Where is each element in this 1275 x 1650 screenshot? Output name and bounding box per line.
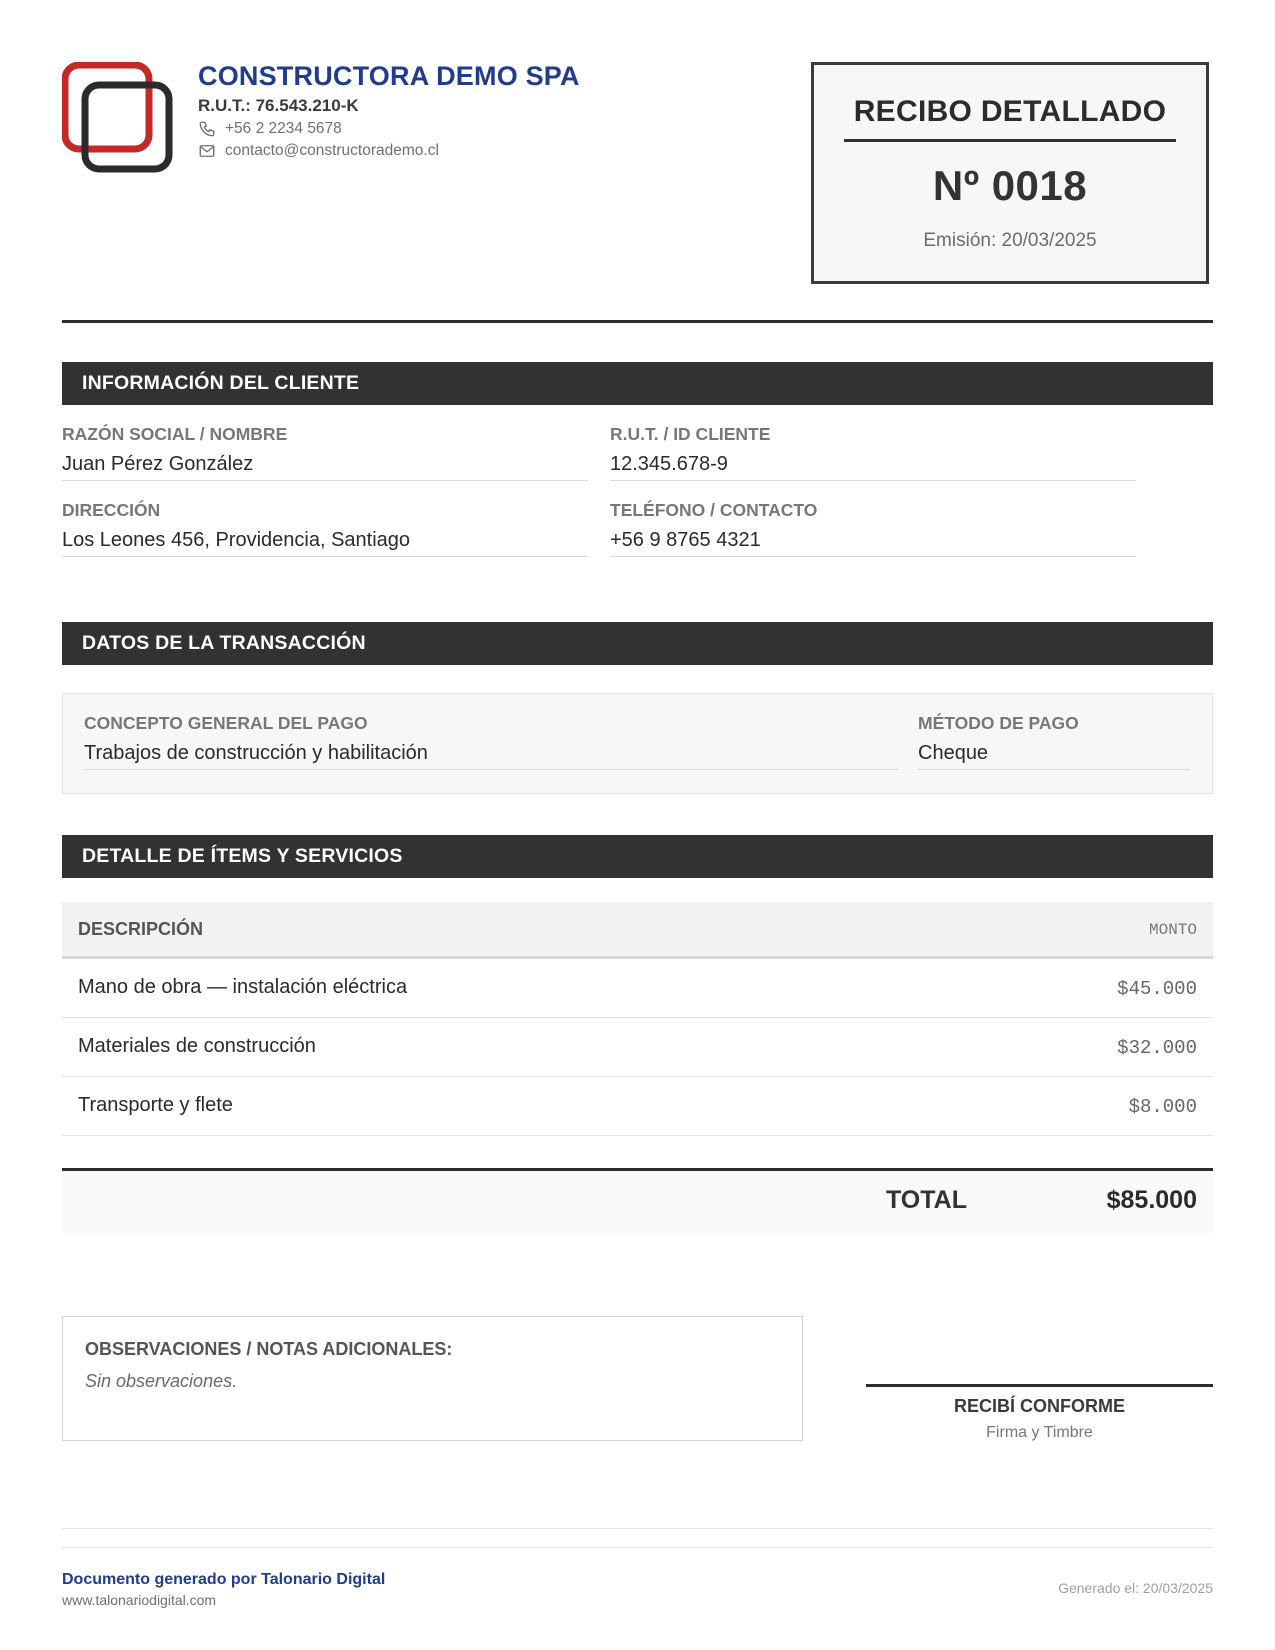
header-divider <box>62 320 1213 323</box>
column-header-description: DESCRIPCIÓN <box>78 919 204 939</box>
footer-brand: Documento generado por Talonario Digital <box>62 1571 386 1588</box>
receipt-title: RECIBO DETALLADO <box>853 95 1167 128</box>
receipt-number: Nº 0018 <box>932 162 1088 209</box>
column-header-amount: MONTO <box>1148 921 1197 939</box>
signature-title: RECIBÍ CONFORME <box>954 1396 1125 1416</box>
receipt-number-box <box>811 62 1209 284</box>
client-name-value: Juan Pérez González <box>62 453 254 475</box>
table-row <box>62 959 1213 1018</box>
client-address-value: Los Leones 456, Providencia, Santiago <box>62 529 411 551</box>
client-name-label: RAZÓN SOCIAL / NOMBRE <box>62 424 288 444</box>
company-phone-line <box>198 119 580 138</box>
payment-concept-value: Trabajos de construcción y habilitación <box>84 742 428 764</box>
client-phone-value: +56 9 8765 4321 <box>610 529 761 551</box>
footer-url: www.talonariodigital.com <box>62 1592 217 1608</box>
total-label: TOTAL <box>885 1186 967 1214</box>
client-section-header: INFORMACIÓN DEL CLIENTE <box>62 362 1213 405</box>
items-section-header: DETALLE DE ÍTEMS Y SERVICIOS <box>62 835 1213 878</box>
footer-divider <box>62 1547 1213 1548</box>
transaction-section-header: DATOS DE LA TRANSACCIÓN <box>62 622 1213 665</box>
item-description: Materiales de construcción <box>78 1035 316 1057</box>
receipt-title-divider <box>844 139 1176 142</box>
client-address-field <box>62 500 588 557</box>
payment-concept-label: CONCEPTO GENERAL DEL PAGO <box>84 713 368 733</box>
total-value: $85.000 <box>1106 1186 1197 1214</box>
phone-icon <box>198 120 216 138</box>
table-row <box>62 1018 1213 1077</box>
payment-method-field <box>918 713 1190 770</box>
client-rut-value: 12.345.678-9 <box>610 453 728 475</box>
payment-concept-field <box>84 713 898 770</box>
table-row <box>62 1077 1213 1136</box>
company-phone: +56 2 2234 5678 <box>225 120 342 137</box>
item-amount: $32.000 <box>1117 1037 1197 1059</box>
payment-method-value: Cheque <box>918 742 989 764</box>
item-amount: $45.000 <box>1117 978 1197 1000</box>
items-table-header <box>62 902 1213 959</box>
receipt-page <box>62 0 1213 1650</box>
client-address-label: DIRECCIÓN <box>62 500 161 520</box>
notes-text: Sin observaciones. <box>85 1371 238 1391</box>
total-row <box>62 1171 1213 1233</box>
company-email: contacto@constructorademo.cl <box>225 142 439 159</box>
notes-box <box>62 1316 803 1441</box>
receipt-issue-date: Emisión: 20/03/2025 <box>923 230 1097 251</box>
item-description: Mano de obra — instalación eléctrica <box>78 976 408 998</box>
client-rut-label: R.U.T. / ID CLIENTE <box>610 424 771 444</box>
item-description: Transporte y flete <box>78 1094 233 1116</box>
notes-title: OBSERVACIONES / NOTAS ADICIONALES: <box>85 1339 453 1359</box>
company-logo-icon <box>62 62 182 182</box>
footer-generated-date: Generado el: 20/03/2025 <box>1058 1580 1213 1596</box>
client-phone-label: TELÉFONO / CONTACTO <box>610 500 818 520</box>
company-name: CONSTRUCTORA DEMO SPA <box>198 61 580 91</box>
footer-divider <box>62 1528 1213 1529</box>
item-amount: $8.000 <box>1128 1096 1197 1118</box>
signature-line <box>866 1384 1213 1387</box>
client-phone-field <box>610 500 1136 557</box>
payment-method-label: MÉTODO DE PAGO <box>918 713 1079 733</box>
company-info <box>198 60 580 160</box>
envelope-icon <box>198 142 216 160</box>
company-rut: R.U.T.: 76.543.210-K <box>198 96 359 115</box>
client-rut-field <box>610 424 1136 481</box>
signature-subtitle: Firma y Timbre <box>986 1424 1093 1441</box>
company-email-line <box>198 141 580 160</box>
client-name-field <box>62 424 588 481</box>
